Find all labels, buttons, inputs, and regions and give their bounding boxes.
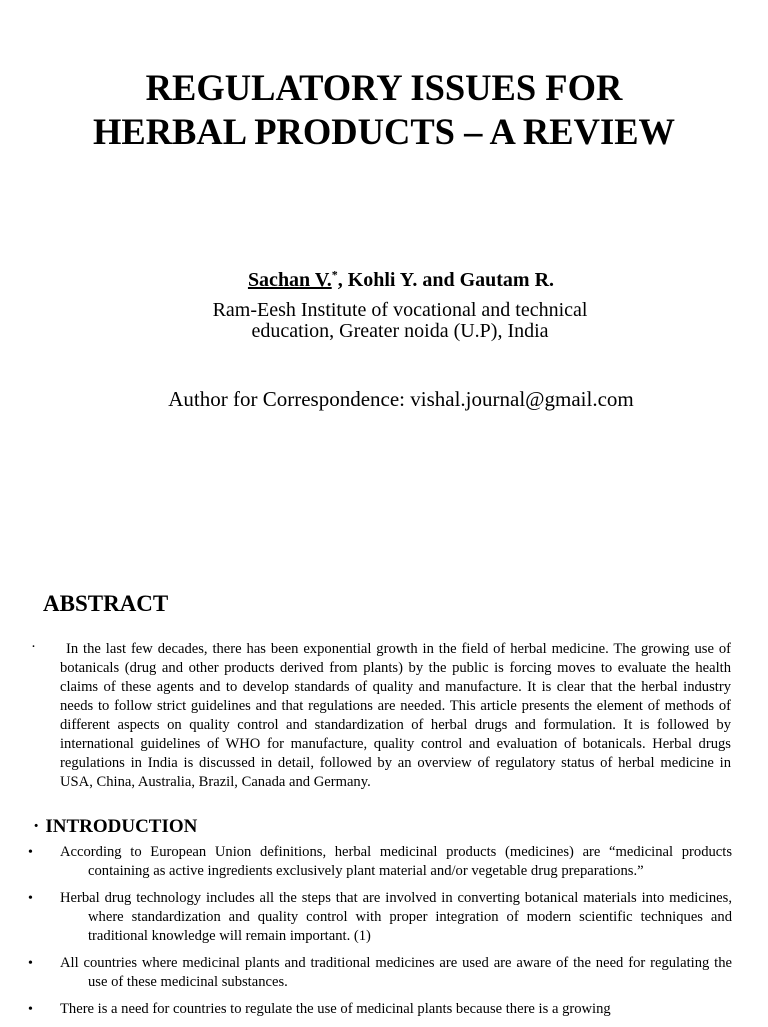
first-author: Sachan V. xyxy=(247,269,332,291)
list-item-text: There is a need for countries to regulate the use of medicinal plants because there is a growing xyxy=(60,1001,611,1017)
title-line-1: REGULATORY ISSUES FOR xyxy=(145,67,623,108)
abstract-text: In the last few decades, there has been exponential growth in the field of herbal medicine. The growing use of botanicals (drug and other products derived from plants) by the public is forcing moves to evaluate the health claims of these agents and to develop standards of quality and manufacture. It is clear that the herbal industry needs to follow strict guidelines and that regulations are needed. This article presents the element of methods of different aspects on quality control and standardization of herbal drugs and formulation. It is followed by international guidelines of WHO for manufacture, quality control and evaluation of botanicals. Herbal drugs regulations in India is discussed in detail, followed by an overview of regulatory status of herbal medicine in USA, China, Australia, Brazil, Canada and Germany. xyxy=(60,641,731,790)
introduction-bullet: · xyxy=(33,816,40,837)
abstract-heading: ABSTRACT xyxy=(43,591,169,616)
bullet-marker: • xyxy=(28,845,33,860)
bullet-marker: • xyxy=(28,891,33,906)
list-item xyxy=(28,954,732,992)
corresponding-mark: * xyxy=(331,267,338,282)
list-item xyxy=(28,1000,732,1019)
list-item xyxy=(28,889,732,946)
abstract-bullet: · xyxy=(31,639,36,655)
list-item xyxy=(28,843,732,881)
affiliation xyxy=(0,300,768,342)
bullet-marker: • xyxy=(28,956,33,971)
introduction-heading-text: INTRODUCTION xyxy=(45,816,198,837)
list-item-text: According to European Union definitions, herbal medicinal products (medicines) are “medicinal products containing as active ingredients exclusively plant material and/or vegetable drug preparations.” xyxy=(60,844,732,879)
bullet-marker: • xyxy=(28,1002,33,1017)
other-authors: , Kohli Y. and Gautam R. xyxy=(337,269,555,291)
correspondence-line: Author for Correspondence: vishal.journal@gmail.com xyxy=(168,387,634,411)
paper-title xyxy=(40,66,728,154)
affiliation-line-2: education, Greater noida (U.P), India xyxy=(251,320,549,342)
title-line-2: HERBAL PRODUCTS – A REVIEW xyxy=(92,111,676,152)
affiliation-line-1: Ram-Eesh Institute of vocational and technical xyxy=(212,299,588,321)
introduction-heading xyxy=(33,815,197,839)
introduction-list xyxy=(28,843,732,1027)
author-list xyxy=(0,266,768,294)
list-item-text: Herbal drug technology includes all the steps that are involved in converting botanical materials into medicines, where standardization and quality control with proper integration of modern scientific techniques and traditional knowledge will remain important. (1) xyxy=(60,890,732,944)
list-item-text: All countries where medicinal plants and traditional medicines are used are aware of the need for regulating the use of these medicinal substances. xyxy=(60,955,732,990)
